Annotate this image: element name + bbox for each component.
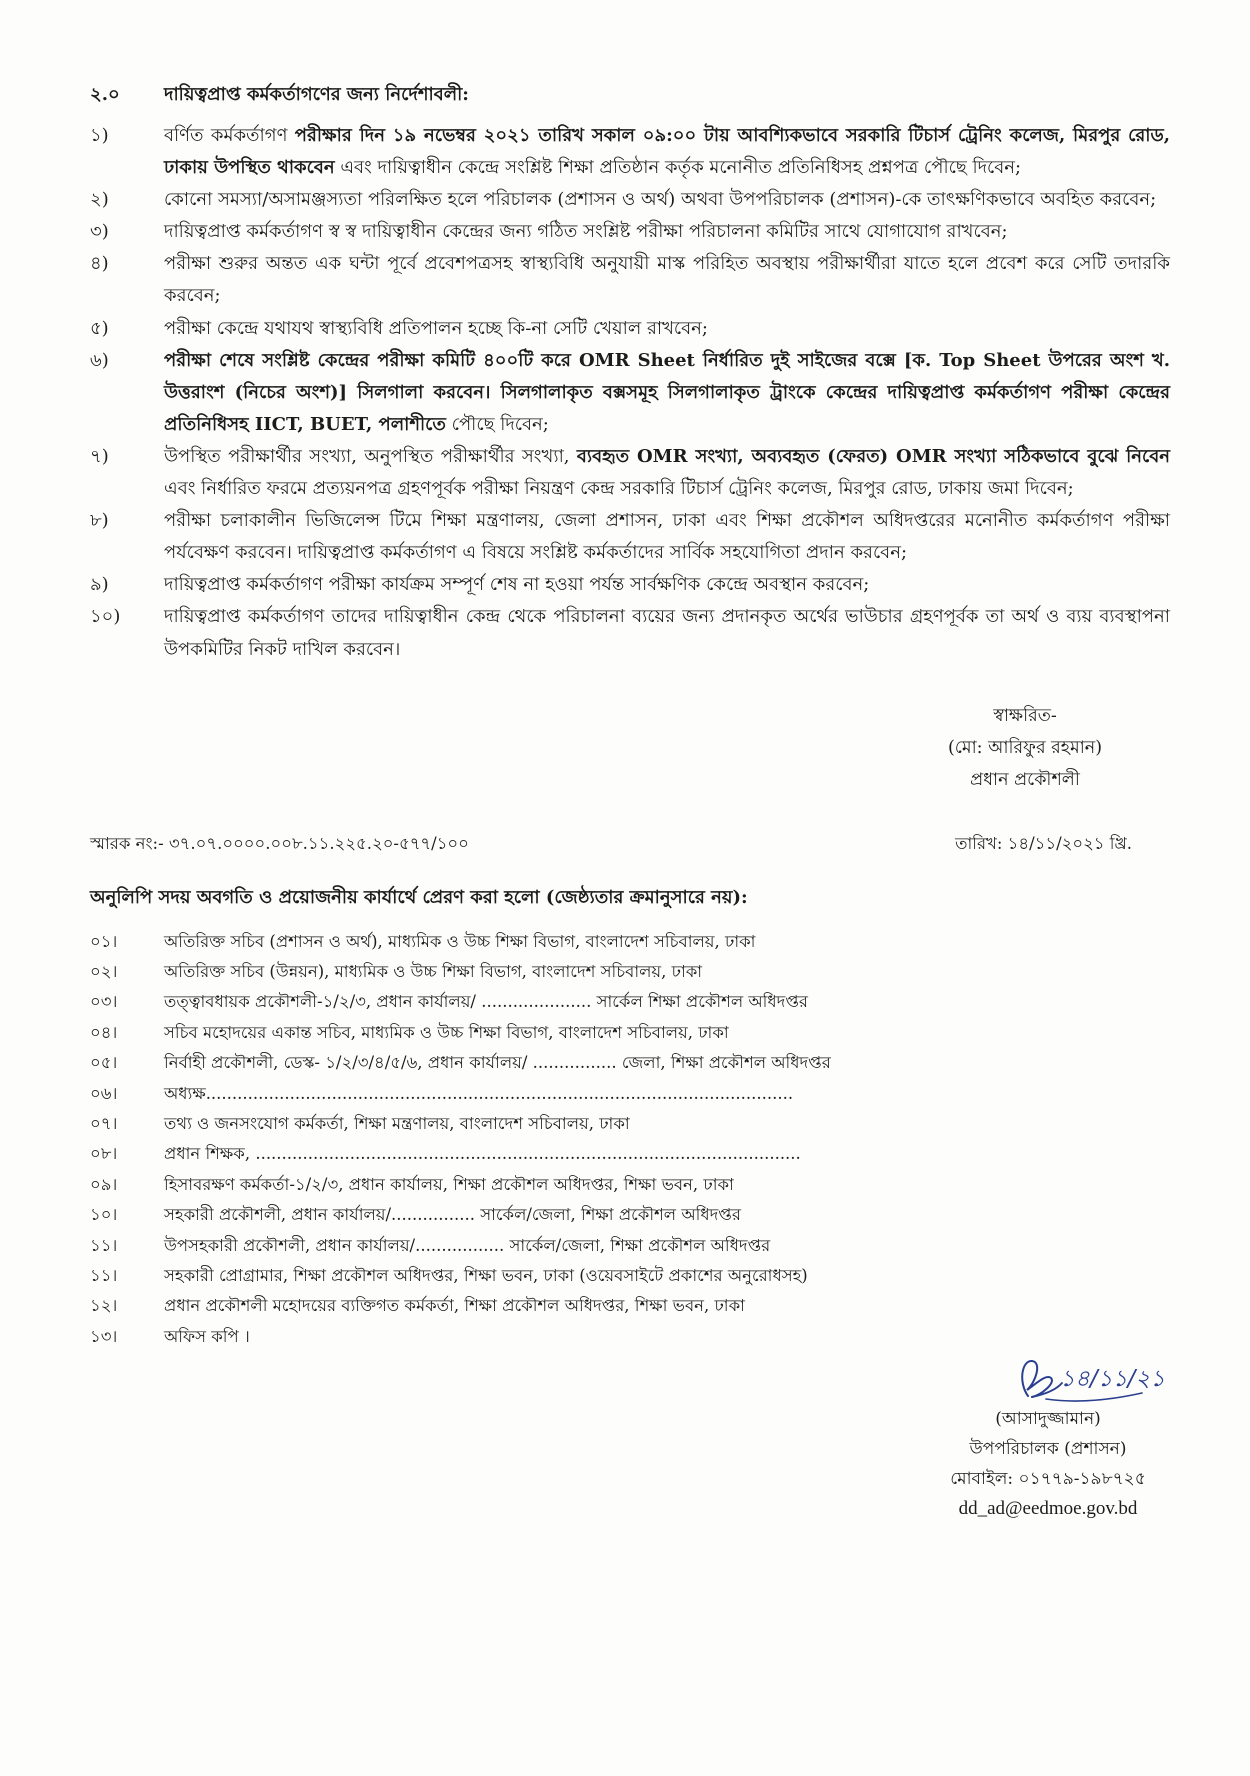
instruction-text: পরীক্ষা কেন্দ্রে যথাযথ স্বাস্থ্যবিধি প্রতিপালন হচ্ছে কি-না সেটি খেয়াল রাখবেন; — [164, 317, 708, 339]
section-title: দায়িত্বপ্রাপ্ত কর্মকর্তাগণের জন্য নির্দেশাবলী: — [164, 84, 469, 105]
instruction-text: কোনো সমস্যা/অসামঞ্জস্যতা পরিলক্ষিত হলে পরিচালক (প্রশাসন ও অর্থ) অথবা উপপরিচালক (প্রশাসন)-কে তাৎক্ষণিকভাবে অবহিত করবেন; — [164, 189, 1157, 211]
instruction-number: ৭) — [90, 445, 109, 467]
copy-number: ০৫। — [90, 1053, 118, 1073]
copy-item — [90, 957, 1170, 987]
instruction-text-segment: বর্ণিত কর্মকর্তাগণ — [164, 125, 295, 146]
copy-number: ১৩। — [90, 1326, 118, 1346]
signatory-name: (মো: আরিফুর রহমান) — [947, 737, 1103, 758]
instruction-item — [90, 601, 1170, 665]
copy-item — [90, 1231, 1170, 1261]
copy-item — [90, 1322, 1170, 1352]
copy-item — [90, 1291, 1170, 1321]
signatory-designation: প্রধান প্রকৌশলী — [970, 769, 1080, 790]
instruction-text-segment: উপস্থিত পরীক্ষার্থীর সংখ্যা, অনুপস্থিত পরীক্ষার্থীর সংখ্যা, — [164, 445, 577, 467]
copy-recipient: সচিব মহোদয়ের একান্ত সচিব, মাধ্যমিক ও উচ্চ শিক্ষা বিভাগ, বাংলাদেশ সচিবালয়, ঢাকা — [164, 1022, 729, 1042]
signature-date: ১৪/১১/২১ — [1060, 1366, 1166, 1393]
instruction-text: দায়িত্বপ্রাপ্ত কর্মকর্তাগণ পরীক্ষা কার্যক্রম সম্পূর্ণ শেষ না হওয়া পর্যন্ত সার্বক্ষণিক কেন্দ্রে অবস্থান করবেন; — [164, 574, 870, 596]
copy-number: ০৯। — [90, 1174, 118, 1194]
instruction-item — [90, 505, 1170, 569]
section-heading — [90, 79, 1170, 111]
copy-recipient: অতিরিক্ত সচিব (প্রশাসন ও অর্থ), মাধ্যমিক ও উচ্চ শিক্ষা বিভাগ, বাংলাদেশ সচিবালয়, ঢাকা — [164, 931, 756, 951]
copy-number: ১২। — [90, 1296, 118, 1316]
copy-item — [90, 1139, 1170, 1169]
copy-recipient: প্রধান শিক্ষক, ........................................................................................................ — [164, 1144, 801, 1164]
instruction-text: পরীক্ষা শুরুর অন্তত এক ঘন্টা পূর্বে প্রবেশপত্রসহ স্বাস্থ্যবিধি অনুযায়ী মাস্ক পরিহিত অবস্থায় পরীক্ষার্থীরা যাতে হলে প্রবেশ করে সেটি তদারকি করবেন; — [164, 253, 1170, 307]
copy-number: ০৩। — [90, 992, 118, 1012]
instruction-number: ৪) — [90, 253, 109, 275]
instruction-text-segment: এবং নির্ধারিত ফরমে প্রত্যয়নপত্র গ্রহণপূর্বক পরীক্ষা নিয়ন্ত্রণ কেন্দ্র সরকারি টিচার্স ট্রেনিং কলেজ, মিরপুর রোড, ঢাকায় জমা দিবেন; — [164, 478, 1074, 500]
signed-label: স্বাক্ষরিত- — [993, 705, 1057, 726]
instruction-number: ৫) — [90, 317, 109, 339]
section-number: ২.০ — [90, 84, 120, 105]
instruction-text: দায়িত্বপ্রাপ্ত কর্মকর্তাগণ স্ব স্ব দায়িত্বাধীন কেন্দ্রের জন্য গঠিত সংশ্লিষ্ট পরীক্ষা পরিচালনা কমিটির সাথে যোগাযোগ রাখবেন; — [164, 221, 1008, 243]
instruction-item — [90, 441, 1170, 505]
instruction-number: ৬) — [90, 349, 109, 371]
copy-number: ০৭। — [90, 1114, 118, 1134]
copy-item — [90, 1018, 1170, 1048]
copy-number: ১১। — [90, 1266, 118, 1286]
copy-item — [90, 1170, 1170, 1200]
copy-recipient: উপসহকারী প্রকৌশলী, প্রধান কার্যালয়/................. সার্কেল/জেলা, শিক্ষা প্রকৌশল অধিদপ্তর — [164, 1235, 771, 1255]
instruction-text — [164, 120, 1170, 184]
instruction-item — [90, 569, 1170, 601]
copy-recipient: সহকারী প্রোগ্রামার, শিক্ষা প্রকৌশল অধিদপ্তর, শিক্ষা ভবন, ঢাকা (ওয়েবসাইটে প্রকাশের অনুরোধসহ) — [164, 1266, 808, 1286]
sender-email: dd_ad@eedmoe.gov.bd — [958, 1498, 1138, 1520]
copy-item — [90, 1261, 1170, 1291]
instruction-text-emphasis: পরীক্ষার দিন ১৯ নভেম্বর ২০২১ তারিখ সকাল ০৯:০০ টায় আবশ্যিকভাবে সরকারি টিচার্স ট্রেনিং কলেজ, মিরপুর রোড, ঢাকায় উপস্থিত থাকবেন — [164, 125, 1171, 179]
copy-item — [90, 1079, 1170, 1109]
instruction-text: পরীক্ষা চলাকালীন ভিজিলেন্স টিমে শিক্ষা মন্ত্রণালয়, জেলা প্রশাসন, ঢাকা এবং শিক্ষা প্রকৌশল অধিদপ্তরের মনোনীত কর্মকর্তাগণ পরীক্ষা পর্যবেক্ষণ করবেন। দায়িত্বপ্রাপ্ত কর্মকর্তাগণ এ বিষয়ে সংশ্লিষ্ট কর্মকর্তাদের সার্বিক সহযোগিতা প্রদান করবেন; — [164, 510, 1170, 564]
instruction-item — [90, 216, 1170, 248]
instructions-list — [90, 120, 1170, 666]
signatory-block — [895, 700, 1155, 796]
instruction-item — [90, 120, 1170, 184]
copy-recipient: নির্বাহী প্রকৌশলী, ডেস্ক- ১/২/৩/৪/৫/৬, প্রধান কার্যালয়/ ................ জেলা, শিক্ষা প্রকৌশল অধিদপ্তর — [164, 1053, 831, 1073]
copy-recipient: প্রধান প্রকৌশলী মহোদয়ের ব্যক্তিগত কর্মকর্তা, শিক্ষা প্রকৌশল অধিদপ্তর, শিক্ষা ভবন, ঢাকা — [164, 1296, 745, 1316]
copy-recipient: অফিস কপি । — [164, 1326, 250, 1346]
copy-recipient: হিসাবরক্ষণ কর্মকর্তা-১/২/৩, প্রধান কার্যালয়, শিক্ষা প্রকৌশল অধিদপ্তর, শিক্ষা ভবন, ঢাকা — [164, 1174, 734, 1194]
instruction-text — [164, 345, 1170, 441]
copy-recipient: সহকারী প্রকৌশলী, প্রধান কার্যালয়/................ সার্কেল/জেলা, শিক্ষা প্রকৌশল অধিদপ্তর — [164, 1205, 741, 1225]
instruction-number: ১) — [90, 125, 109, 146]
copy-item — [90, 1048, 1170, 1078]
sender-block — [928, 1352, 1168, 1524]
handwritten-signature — [928, 1352, 1168, 1404]
instruction-item — [90, 345, 1170, 441]
copy-number: ০১। — [90, 931, 118, 951]
instruction-text: দায়িত্বপ্রাপ্ত কর্মকর্তাগণ তাদের দায়িত্বাধীন কেন্দ্র থেকে পরিচালনা ব্যয়ের জন্য প্রদানকৃত অর্থের ভাউচার গ্রহণপূর্বক তা অর্থ ও ব্যয় ব্যবস্থাপনা উপকমিটির নিকট দাখিল করবেন। — [164, 606, 1170, 660]
copy-recipient: অধ্যক্ষ................................................................................................................ — [164, 1083, 794, 1103]
copy-number: ০৬। — [90, 1083, 118, 1103]
copy-recipient: তথ্য ও জনসংযোগ কর্মকর্তা, শিক্ষা মন্ত্রণালয়, বাংলাদেশ সচিবালয়, ঢাকা — [164, 1114, 630, 1134]
instruction-number: ৩) — [90, 221, 109, 243]
copy-item — [90, 987, 1170, 1017]
instruction-text-segment: এবং দায়িত্বাধীন কেন্দ্রে সংশ্লিষ্ট শিক্ষা প্রতিষ্ঠান কর্তৃক মনোনীত প্রতিনিধিসহ প্রশ্নপত্র পৌছে দিবেন; — [334, 157, 1022, 179]
instruction-text — [164, 441, 1170, 505]
memo-row — [90, 828, 1132, 860]
copy-number: ০২। — [90, 962, 118, 981]
document-body — [90, 79, 1170, 1524]
sender-designation: উপপরিচালক (প্রশাসন) — [969, 1439, 1127, 1460]
copy-item — [90, 1200, 1170, 1230]
instruction-item — [90, 313, 1170, 345]
instruction-number: ২) — [90, 189, 109, 211]
memo-date: তারিখ: ১৪/১১/২০২১ খ্রি. — [955, 833, 1132, 853]
instruction-text-emphasis: পরীক্ষা শেষে সংশ্লিষ্ট কেন্দ্রের পরীক্ষা কমিটি ৪০০টি করে OMR Sheet নির্ধারিত দুই সাইজের বক্সে [ক. Top Sheet উপরের অংশ খ. উত্তরাংশ (নিচের অংশ)] সিলগালা করবেন। সিলগালাকৃত বক্সসমূহ সিলগালাকৃত ট্রাংকে কেন্দ্রের দায়িত্বপ্রাপ্ত কর্মকর্তাগণ পরীক্ষা কেন্দ্রের প্রতিনিধিসহ IICT, BUET, পলাশীতে — [164, 349, 1170, 435]
instruction-text-segment: পৌছে দিবেন; — [445, 413, 549, 435]
copy-distribution-heading: অনুলিপি সদয় অবগতি ও প্রয়োজনীয় কার্যার্থে প্রেরণ করা হলো (জেষ্ঠ্যতার ক্রমানুসারে নয়): — [90, 886, 748, 908]
instruction-number: ৯) — [90, 574, 109, 596]
instruction-item — [90, 184, 1170, 216]
copy-number: ১০। — [90, 1205, 118, 1225]
copy-number: ০৮। — [90, 1144, 118, 1164]
sender-name: (আসাদুজ্জামান) — [995, 1409, 1101, 1430]
instruction-text-emphasis: ব্যবহৃত OMR সংখ্যা, অব্যবহৃত (ফেরত) OMR সংখ্যা সঠিকভাবে বুঝে নিবেন — [576, 445, 1171, 467]
copy-number: ১১। — [90, 1235, 118, 1255]
copy-recipient: অতিরিক্ত সচিব (উন্নয়ন), মাধ্যমিক ও উচ্চ শিক্ষা বিভাগ, বাংলাদেশ সচিবালয়, ঢাকা — [164, 962, 703, 981]
copy-item — [90, 927, 1170, 957]
copy-item — [90, 1109, 1170, 1139]
sender-mobile: মোবাইল: ০১৭৭৯-১৯৮৭২৫ — [950, 1469, 1146, 1490]
instruction-item — [90, 248, 1170, 312]
instruction-number: ৮) — [90, 510, 109, 532]
instruction-number: ১০) — [90, 606, 121, 628]
copy-recipient: তত্ত্বাবধায়ক প্রকৌশলী-১/২/৩, প্রধান কার্যালয়/ ..................... সার্কেল শিক্ষা প্রকৌশল অধিদপ্তর — [164, 992, 808, 1012]
copy-distribution-list — [90, 927, 1170, 1353]
copy-number: ০৪। — [90, 1022, 118, 1042]
memo-number: স্মারক নং:- ৩৭.০৭.০০০০.০০৮.১১.২২৫.২০-৫৭৭/১০০ — [90, 833, 469, 853]
